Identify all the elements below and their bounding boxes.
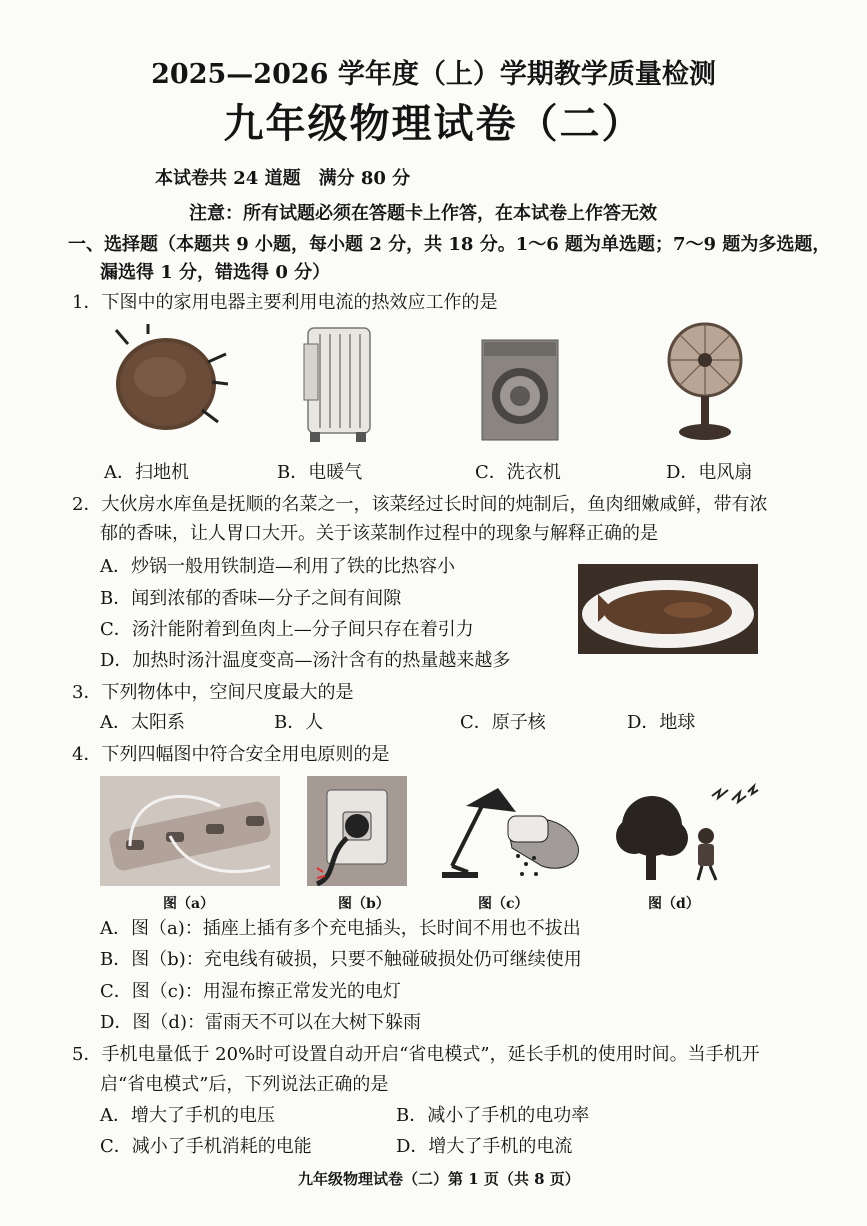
electric-heater-image xyxy=(300,320,380,445)
fish-dish-image xyxy=(578,564,758,654)
exam-notice: 注意：所有试题必须在答题卡上作答，在本试卷上作答无效 xyxy=(189,203,657,224)
figure-d-tree-lightning-image xyxy=(612,776,762,886)
question-4-option-b: B．图（b)：充电线有破损，只要不触碰破损处仍可继续使用 xyxy=(100,949,582,970)
question-5-stem-line1: 5．手机电量低于 20%时可设置自动开启“省电模式”，延长手机的使用时间。当手机开 xyxy=(72,1044,760,1065)
question-1-option-d: D．电风扇 xyxy=(666,462,753,483)
question-4-option-d: D．图（d)：雷雨天不可以在大树下躲雨 xyxy=(100,1012,421,1033)
question-2-stem-line1: 2．大伙房水库鱼是抚顺的名菜之一，该菜经过长时间的炖制后，鱼肉细嫩咸鲜，带有浓 xyxy=(72,494,768,515)
question-2-option-b: B．闻到浓郁的香味—分子之间有间隙 xyxy=(100,588,402,609)
figure-b-caption: 图（b） xyxy=(338,896,390,912)
question-3-option-b: B．人 xyxy=(274,712,324,733)
figure-c-lamp-wet-cloth-image xyxy=(438,776,588,886)
question-3-option-d: D．地球 xyxy=(627,712,696,733)
question-1-option-c: C．洗衣机 xyxy=(475,462,561,483)
figure-b-damaged-cord-image xyxy=(307,776,407,886)
question-2-option-c: C．汤汁能附着到鱼肉上—分子间只存在着引力 xyxy=(100,619,474,640)
question-2-option-d: D．加热时汤汁温度变高—汤汁含有的热量越来越多 xyxy=(100,650,511,671)
question-1-option-b: B．电暖气 xyxy=(277,462,363,483)
section-heading-line2: 漏选得 1 分，错选得 0 分） xyxy=(100,262,331,283)
figure-a-power-strip-image xyxy=(100,776,280,886)
page-footer: 九年级物理试卷（二）第 1 页（共 8 页） xyxy=(298,1170,580,1188)
electric-fan-image xyxy=(665,320,745,442)
washing-machine-image xyxy=(480,338,560,442)
question-1-option-a: A．扫地机 xyxy=(104,462,189,483)
question-4-option-c: C．图（c)：用湿布擦正常发光的电灯 xyxy=(100,981,401,1002)
exam-session-title: 2025—2026 学年度（上）学期教学质量检测 xyxy=(151,59,716,90)
question-2-option-a: A．炒锅一般用铁制造—利用了铁的比热容小 xyxy=(100,556,455,577)
question-5-stem-line2: 启“省电模式”后，下列说法正确的是 xyxy=(100,1074,389,1095)
question-5-option-d: D．增大了手机的电流 xyxy=(396,1136,573,1157)
question-5-option-b: B．减小了手机的电功率 xyxy=(396,1105,590,1126)
question-4-option-a: A．图（a)：插座上插有多个充电插头，长时间不用也不拔出 xyxy=(100,918,581,939)
question-3-stem: 3．下列物体中，空间尺度最大的是 xyxy=(72,682,354,703)
question-3-option-a: A．太阳系 xyxy=(100,712,185,733)
figure-a-caption: 图（a） xyxy=(163,896,215,912)
question-3-option-c: C．原子核 xyxy=(460,712,546,733)
section-heading-line1: 一、选择题（本题共 9 小题，每小题 2 分，共 18 分。1～6 题为单选题；7～9 题为多选题， xyxy=(68,234,831,255)
robot-vacuum-image xyxy=(108,322,230,437)
exam-paper-title: 九年级物理试卷（二） xyxy=(223,100,644,147)
figure-d-caption: 图（d） xyxy=(648,896,700,912)
question-5-option-c: C．减小了手机消耗的电能 xyxy=(100,1136,312,1157)
question-1-stem: 1．下图中的家用电器主要利用电流的热效应工作的是 xyxy=(72,292,498,313)
question-5-option-a: A．增大了手机的电压 xyxy=(100,1105,275,1126)
question-2-stem-line2: 郁的香味，让人胃口大开。关于该菜制作过程中的现象与解释正确的是 xyxy=(100,523,658,544)
exam-summary: 本试卷共 24 道题 满分 80 分 xyxy=(155,168,411,189)
question-4-stem: 4．下列四幅图中符合安全用电原则的是 xyxy=(72,744,390,765)
figure-c-caption: 图（c） xyxy=(478,896,529,912)
